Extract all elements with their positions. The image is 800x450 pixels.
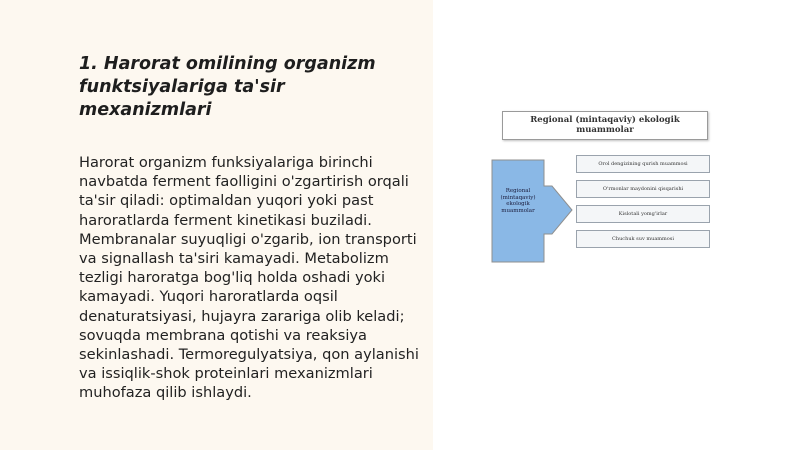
slide-title: 1. Harorat omilining organizm funktsiyalariga ta'sir mexanizmlari (79, 54, 376, 120)
diagram-header: Regional (mintaqaviy) ekologik muammolar (502, 111, 708, 140)
sub-box-4: Chuchuk suv muammosi (576, 230, 710, 248)
sub-box-2: O'rmonlar maydonini qisqarishi (576, 180, 710, 198)
arrow-label: Regional (mintaqaviy) ekologik muammolar (500, 188, 536, 214)
diagram (488, 108, 718, 268)
sub-box-1: Orol dengizining qurish muammosi (576, 155, 710, 173)
body-text: Harorat organizm funksiyalariga birinchi navbatda ferment faolligini o'zgartirish orqali ta'sir qiladi: optimaldan yuqori yoki past haroratlarda ferment kinetikasi buziladi. Membranalar suyuqligi o'zgarib, ion transporti va signallash ta'siri kamayadi. Metabolizm tezligi haroratga bog'liq holda oshadi yoki kamayadi. Yuqori haroratlarda oqsil denaturatsiyasi, hujayra zarariga olib keladi; sovuqda membrana qotishi va reaksiya sekinlashadi. Termoregulyatsiya, qon aylanishi va issiqlik-shok proteinlari mexanizmlari muhofaza qilib ishlaydi. (79, 154, 419, 402)
sub-box-3: Kislotali yomg'irlar (576, 205, 710, 223)
